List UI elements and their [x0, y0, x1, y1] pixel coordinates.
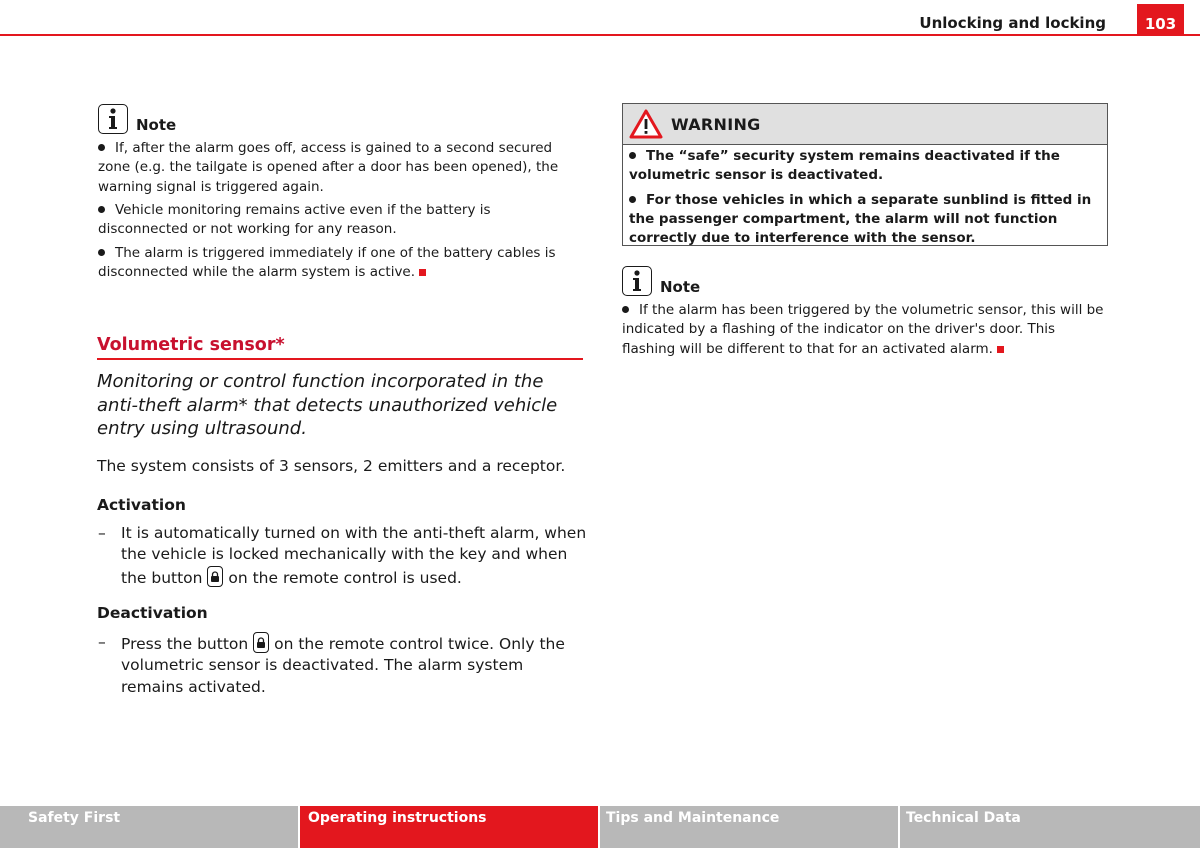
section-rule — [97, 358, 583, 360]
warning-box — [622, 103, 1108, 246]
section-intro: Monitoring or control function incorporated in the anti-theft alarm* that detects unauthorized vehicle entry using ultrasound. — [97, 371, 558, 439]
bullet — [629, 196, 636, 203]
page-number: 103 — [1137, 4, 1184, 36]
footer-tabs — [0, 806, 1200, 848]
warning-item-1: The “safe” security system remains deactivated if the volumetric sensor is deactivated. — [629, 148, 1060, 184]
left-note-heading — [98, 104, 176, 134]
bullet — [622, 306, 629, 313]
header-section-title: Unlocking and locking — [919, 14, 1106, 32]
bullet — [629, 152, 636, 159]
lock-key-icon — [207, 566, 223, 587]
right-note-heading — [622, 266, 700, 296]
lock-key-icon — [253, 632, 269, 653]
tab-safety-first[interactable]: Safety First — [0, 806, 300, 848]
section-title: Volumetric sensor* — [97, 335, 285, 355]
warning-label: WARNING — [671, 114, 761, 134]
left-note-item-1: If, after the alarm goes off, access is gained to a second secured zone (e.g. the tailgate is opened after a door has been opened), the warning signal is triggered again. — [98, 140, 559, 195]
activation-step: – It is automatically turned on with the anti-theft alarm, when the vehicle is locked mechanically with the key and when the button on the remote control is used. — [98, 524, 587, 587]
section-body: The system consists of 3 sensors, 2 emitters and a receptor. — [97, 457, 566, 475]
bullet — [98, 206, 105, 213]
right-note-item-1: If the alarm has been triggered by the volumetric sensor, this will be indicated by a flashing of the indicator on the driver's door. This flashing will be different to that for an activated alarm. — [622, 302, 1104, 357]
note-label: Note — [136, 116, 177, 134]
tab-operating-instructions[interactable]: Operating instructions — [300, 806, 600, 848]
end-mark — [997, 346, 1004, 353]
note-label: Note — [660, 278, 701, 296]
info-icon — [98, 104, 128, 134]
info-icon — [622, 266, 652, 296]
warning-item-2: For those vehicles in which a separate sunblind is fitted in the passenger compartment, the alarm will not function correctly due to interference with the sensor. — [629, 191, 1092, 247]
deactivation-step: – Press the button on the remote control twice. Only the volumetric sensor is deactivated. The alarm system remains activated. — [98, 633, 565, 696]
warning-body — [623, 145, 1107, 248]
header-rule — [0, 34, 1200, 36]
left-note-item-2: Vehicle monitoring remains active even if the battery is disconnected or not working for any reason. — [98, 202, 491, 238]
activation-heading: Activation — [97, 496, 186, 514]
end-mark — [419, 269, 426, 276]
tab-tips-and-maintenance[interactable]: Tips and Maintenance — [600, 806, 900, 848]
warning-header — [623, 104, 1107, 145]
deactivation-heading: Deactivation — [97, 604, 208, 622]
left-note-item-3: The alarm is triggered immediately if one of the battery cables is disconnected while the alarm system is active. — [98, 245, 556, 281]
warning-triangle-icon — [629, 109, 663, 139]
tab-technical-data[interactable]: Technical Data — [900, 806, 1200, 848]
bullet — [98, 144, 105, 151]
bullet — [98, 249, 105, 256]
